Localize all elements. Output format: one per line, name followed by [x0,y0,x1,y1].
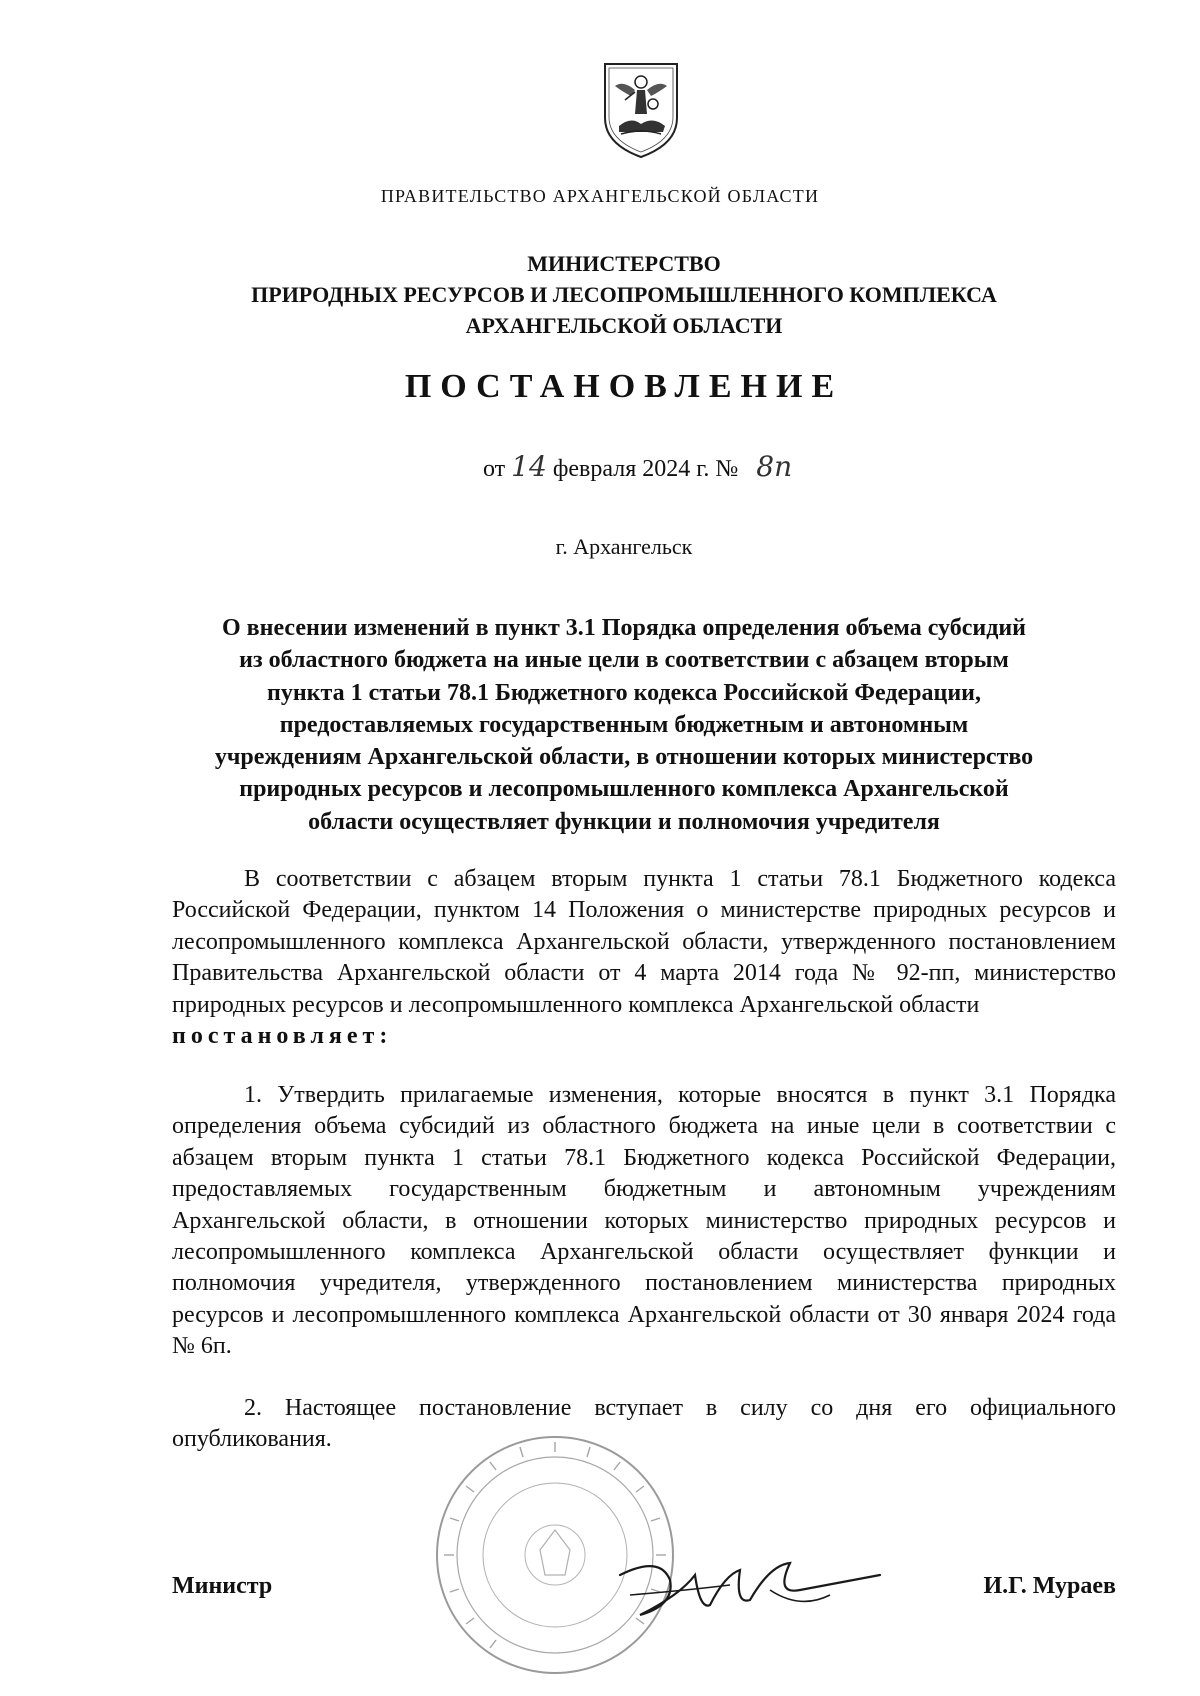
title-line: природных ресурсов и лесопромышленного комплекса Архангельской [239,776,1009,803]
title-line: из областного бюджета на иные цели в соответствии с абзацем вторым [239,647,1009,674]
handwritten-day: 14 [511,450,547,483]
title-line: предоставляемых государственным бюджетным и автономным [279,711,969,738]
signatory-name: И.Г. Мураев [983,1573,1116,1599]
document-title [0,612,1200,838]
item-1-paragraph: 1. Утвердить прилагаемые изменения, которые вносятся в пункт 3.1 Порядка определения объема субсидий из областного бюджета на иные цели в соответствии с абзацем вторым пункта 1 статьи 78.1 Бюджетного кодекса Российской Федерации, предоставляемых государственным бюджетным и автономным учреждениям Архангельской области, в отношении которых министерство природных ресурсов и лесопромышленного комплекса Архангельской области осуществляет функции и полномочия учредителя, утвержденного постановлением министерства природных ресурсов и лесопромышленного комплекса Архангельской области от 30 января 2024 года № 6п. [172,1082,1116,1360]
title-line: О внесении изменений в пункт 3.1 Порядка определения объема субсидий [221,615,1026,641]
preamble-text: В соответствии с абзацем вторым пункта 1 статьи 78.1 Бюджетного кодекса Российской Федерации, пунктом 14 Положения о министерстве природных ресурсов и лесопромышленного комплекса Архангельской области, утвержденного постановлением Правительства Архангельской области от 4 марта 2014 года № 92-пп, министерство природных ресурсов и лесопромышленного комплекса Архангельской области [172,866,1116,1018]
preamble-paragraph [172,864,1116,1052]
ministry-line: АРХАНГЕЛЬСКОЙ ОБЛАСТИ [465,313,783,338]
coat-of-arms-emblem [601,60,681,160]
ministry-heading [0,248,1200,341]
city-line: г. Архангельск [555,534,693,559]
date-month-year: февраля 2024 г. № [552,456,739,482]
title-line: пункта 1 статьи 78.1 Бюджетного кодекса Российской Федерации, [267,679,981,706]
handwritten-signature [600,1535,900,1645]
ministry-line: ПРИРОДНЫХ РЕСУРСОВ И ЛЕСОПРОМЫШЛЕННОГО КОМПЛЕКСА [251,282,997,307]
title-line: области осуществляет функции и полномочия учредителя [308,808,940,835]
document-type-heading: ПОСТАНОВЛЕНИЕ [404,368,844,405]
decides-word: постановляет: [172,1023,393,1050]
ministry-line: МИНИСТЕРСТВО [527,251,721,276]
item-2-paragraph: 2. Настоящее постановление вступает в силу со дня его официального опубликования. [172,1395,1116,1453]
government-heading: ПРАВИТЕЛЬСТВО АРХАНГЕЛЬСКОЙ ОБЛАСТИ [380,186,820,206]
date-line [483,450,792,483]
title-line: учреждениям Архангельской области, в отношении которых министерство [214,744,1034,771]
date-prefix: от [483,456,506,482]
signatory-position: Министр [172,1573,273,1599]
handwritten-number: 8п [756,450,793,483]
